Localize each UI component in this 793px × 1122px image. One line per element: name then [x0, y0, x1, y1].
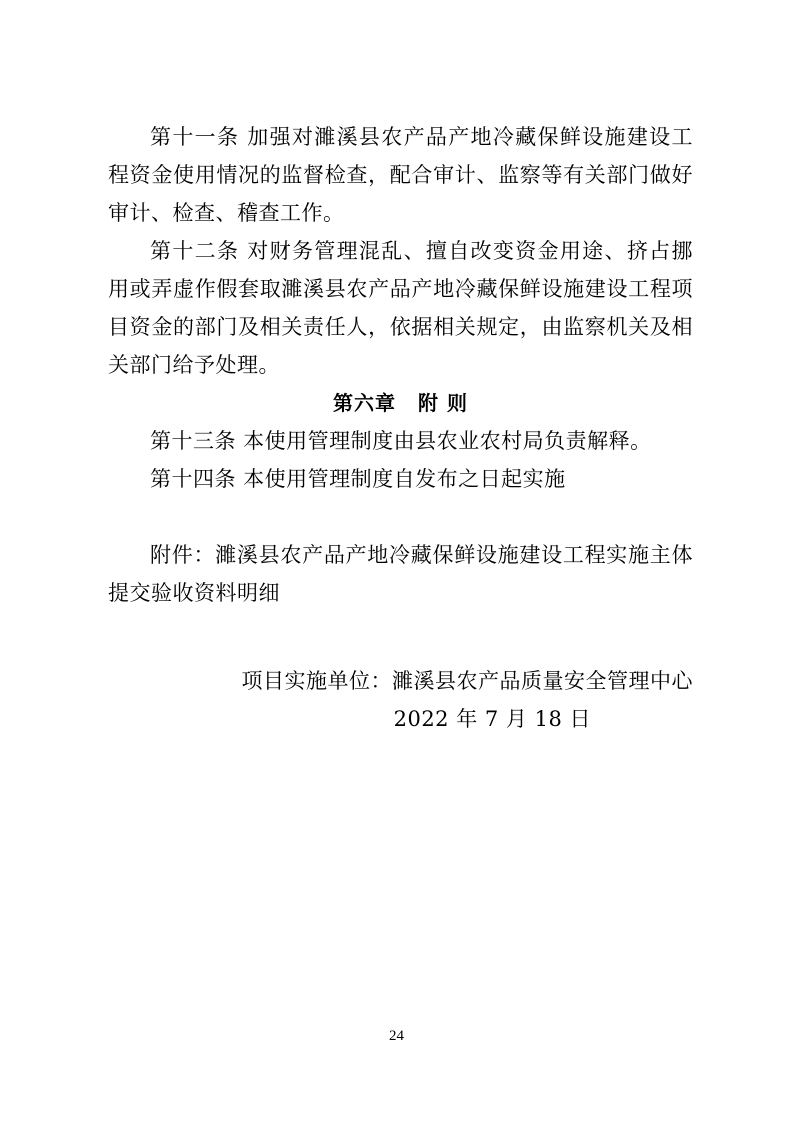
article-12-paragraph: 第十二条 对财务管理混乱、擅自改变资金用途、挤占挪用或弄虚作假套取濉溪县农产品产地冷藏保鲜设施建设工程项目资金的部门及相关责任人，依据相关规定，由监察机关及相关部门给予处理。: [108, 239, 693, 377]
signature-unit: 项目实施单位：濉溪县农产品质量安全管理中心: [241, 669, 693, 693]
blank-line: [108, 612, 693, 662]
article-11-paragraph: 第十一条 加强对濉溪县农产品产地冷藏保鲜设施建设工程资金使用情况的监督检查，配合审计、监察等有关部门做好审计、检查、稽查工作。: [108, 125, 693, 225]
chapter-heading: [108, 384, 693, 422]
blank-line: [108, 498, 693, 536]
chapter-title: 附 则: [418, 391, 468, 415]
attachment-note: 附件：濉溪县农产品产地冷藏保鲜设施建设工程实施主体提交验收资料明细: [108, 543, 693, 605]
article-13-paragraph: 第十三条 本使用管理制度由县农业农村局负责解释。: [150, 429, 652, 453]
page-number: 24: [389, 1028, 404, 1044]
article-14-paragraph: 第十四条 本使用管理制度自发布之日起实施: [150, 467, 566, 491]
chapter-number: 第六章: [333, 391, 397, 415]
signature-date: 2022 年 7 月 18 日: [393, 707, 591, 731]
document-body: [108, 118, 693, 738]
